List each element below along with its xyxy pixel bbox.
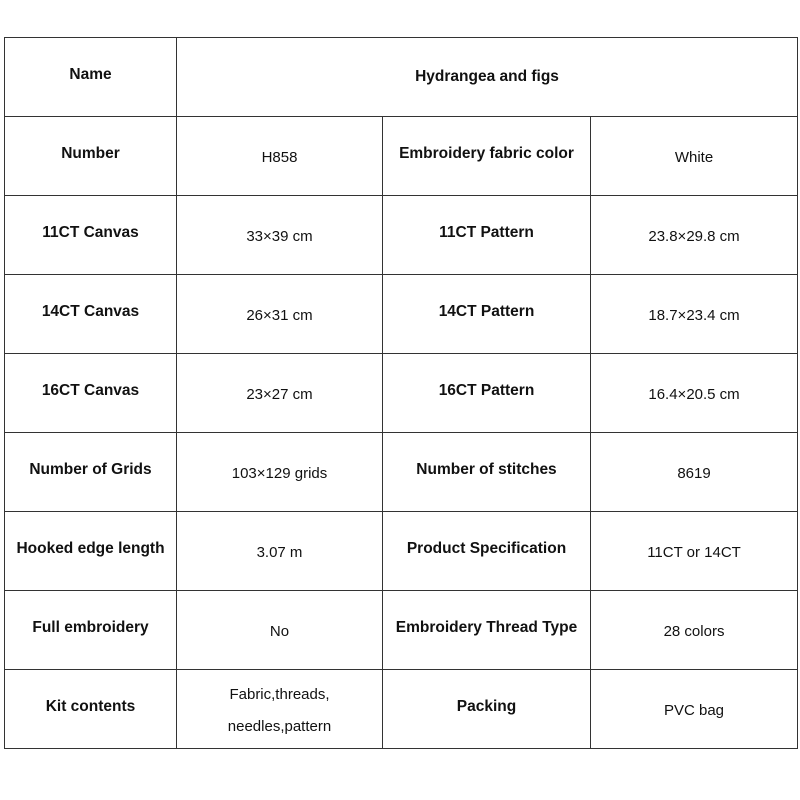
row-label-right: Number of stitches <box>383 433 591 512</box>
row-value-right: 16.4×20.5 cm <box>591 354 798 433</box>
row-value-right: 28 colors <box>591 591 798 670</box>
row-value-left: 103×129 grids <box>177 433 383 512</box>
row-label-left: 14CT Canvas <box>5 275 177 354</box>
row-value-right: PVC bag <box>591 670 798 749</box>
row-value-left: Fabric,threads, needles,pattern <box>177 670 383 749</box>
row-value-right: White <box>591 117 798 196</box>
table-row-name <box>5 38 798 117</box>
table-row <box>5 196 798 275</box>
product-spec-table <box>4 37 798 749</box>
name-label: Name <box>5 38 177 117</box>
row-label-right: Packing <box>383 670 591 749</box>
table-row <box>5 433 798 512</box>
row-value-right: 8619 <box>591 433 798 512</box>
table-row <box>5 354 798 433</box>
row-label-right: Embroidery fabric color <box>383 117 591 196</box>
table-row <box>5 275 798 354</box>
row-value-left: No <box>177 591 383 670</box>
row-label-right: Embroidery Thread Type <box>383 591 591 670</box>
table-row <box>5 117 798 196</box>
row-label-right: 16CT Pattern <box>383 354 591 433</box>
row-label-left: 16CT Canvas <box>5 354 177 433</box>
table-row <box>5 670 798 749</box>
row-label-left: 11CT Canvas <box>5 196 177 275</box>
table-row <box>5 512 798 591</box>
row-label-left: Full embroidery <box>5 591 177 670</box>
row-value-left: 33×39 cm <box>177 196 383 275</box>
row-value-right: 11CT or 14CT <box>591 512 798 591</box>
row-value-left: 23×27 cm <box>177 354 383 433</box>
name-value: Hydrangea and figs <box>177 38 798 117</box>
row-value-left: 26×31 cm <box>177 275 383 354</box>
row-value-left: 3.07 m <box>177 512 383 591</box>
row-label-left: Number of Grids <box>5 433 177 512</box>
table-row <box>5 591 798 670</box>
row-label-left: Hooked edge length <box>5 512 177 591</box>
row-label-right: 14CT Pattern <box>383 275 591 354</box>
row-label-left: Number <box>5 117 177 196</box>
row-label-left: Kit contents <box>5 670 177 749</box>
row-value-right: 23.8×29.8 cm <box>591 196 798 275</box>
row-value-right: 18.7×23.4 cm <box>591 275 798 354</box>
row-label-right: Product Specification <box>383 512 591 591</box>
row-label-right: 11CT Pattern <box>383 196 591 275</box>
row-value-left: H858 <box>177 117 383 196</box>
